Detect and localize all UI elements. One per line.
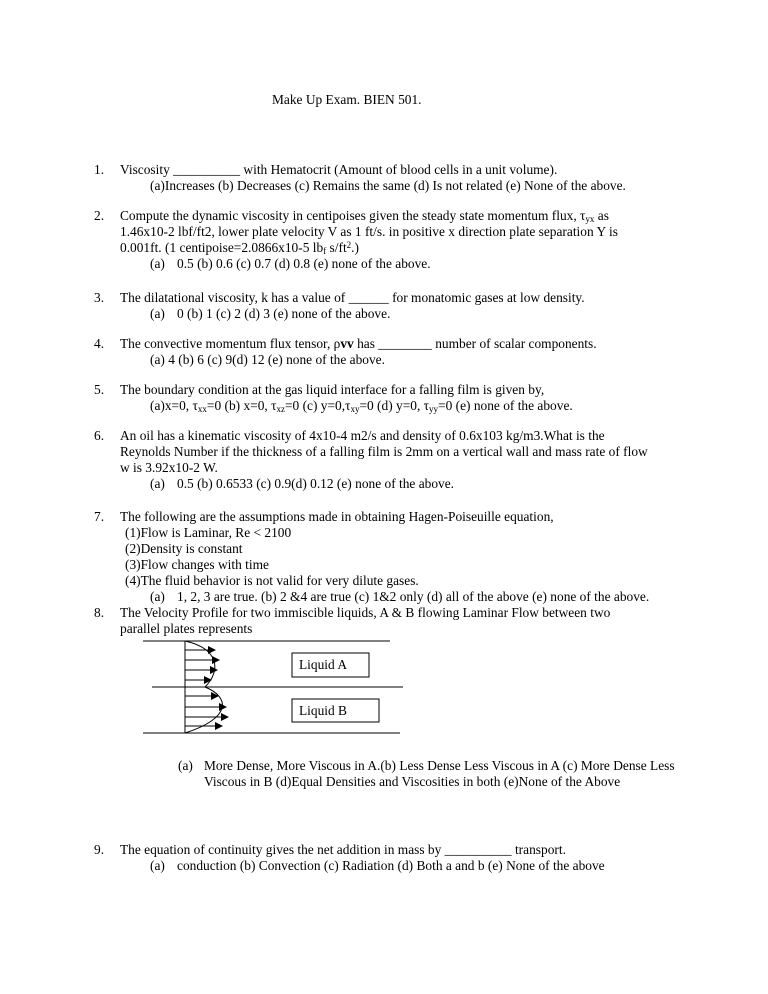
question-options: (a)x=0, $\tau_{xx}=0$ (b) x=0, $\tau_{xz}=0$ (c) $y=0,\tau_{xy}=0$ (d) y=0, $\tau_{yy}=0$ (e) none of the above.: [150, 398, 573, 414]
assumption-1: (1)Flow is Laminar, Re < 2100: [125, 525, 292, 540]
question-text-line-2: 1.46x10-2 lbf/ft2, lower plate velocity V as 1 ft/s. in positive x direction plate separation Y is: [120, 224, 618, 239]
liquid-a-label: Liquid A: [299, 657, 347, 672]
question-number: 9.: [94, 842, 105, 857]
question-text-line-2: parallel plates represents: [120, 621, 253, 636]
question-options: (a) 1, 2, 3 are true. (b) 2 &4 are true (c) 1&2 only (d) all of the above (e) none of the above.: [150, 589, 650, 604]
question-options: (a) 4 (b) 6 (c) 9(d) 12 (e) none of the above.: [150, 352, 385, 367]
question-text: The dilatational viscosity, k has a value of ______ for monatomic gases at low density.: [120, 290, 585, 305]
question-number: 3.: [94, 290, 105, 305]
question-number: 4.: [94, 336, 105, 351]
question-options: (a)Increases (b) Decreases (c) Remains the same (d) Is not related (e) None of the above.: [150, 178, 626, 193]
question-options: (a) 0.5 (b) 0.6 (c) 0.7 (d) 0.8 (e) none of the above.: [150, 256, 431, 271]
question-text-line-1: The Velocity Profile for two immiscible liquids, A & B flowing Laminar Flow between two: [120, 605, 611, 620]
question-text: The following are the assumptions made in obtaining Hagen-Poiseuille equation,: [120, 509, 554, 524]
question-options: (a) 0.5 (b) 0.6533 (c) 0.9(d) 0.12 (e) none of the above.: [150, 476, 455, 491]
question-options: (a) 0 (b) 1 (c) 2 (d) 3 (e) none of the above.: [150, 306, 391, 321]
question-number: 2.: [94, 208, 105, 223]
assumption-2: (2)Density is constant: [125, 541, 243, 556]
question-number: 1.: [94, 162, 105, 177]
plate-lines: [143, 641, 403, 733]
question-text-line-1: An oil has a kinematic viscosity of 4x10-4 m2/s and density of 0.6x103 kg/m3.What is the: [120, 428, 605, 443]
question-number: 7.: [94, 509, 105, 524]
question-text: The convective momentum flux tensor, ρvv has ________ number of scalar components.: [120, 336, 597, 351]
question-text-line-3: w is 3.92x10-2 W.: [120, 460, 218, 475]
question-text: The equation of continuity gives the net addition in mass by __________ transport.: [120, 842, 566, 857]
assumption-4: (4)The fluid behavior is not valid for very dilute gases.: [125, 573, 419, 588]
question-number: 6.: [94, 428, 105, 443]
question-options: (a) conduction (b) Convection (c) Radiation (d) Both a and b (e) None of the above: [150, 858, 605, 873]
question-8-options: (a) More Dense, More Viscous in A.(b) Less Dense Less Viscous in A (c) More Dense Less Viscous in B (d)Equal Densities and Viscosities in both (e)None of the Above: [178, 758, 675, 789]
question-text-line-3: 0.001ft. (1 centipoise=2.0866x10-5 $lb_f$ $s/ft^2$.): [120, 240, 359, 256]
question-text: The boundary condition at the gas liquid interface for a falling film is given by,: [120, 382, 545, 397]
assumption-3: (3)Flow changes with time: [125, 557, 269, 572]
question-number: 5.: [94, 382, 105, 397]
question-text-line-2: Reynolds Number if the thickness of a falling film is 2mm on a vertical wall and mass rate of flow: [120, 444, 648, 459]
question-9: [94, 842, 660, 874]
liquid-b-label: Liquid B: [299, 703, 347, 718]
question-text-line-1: Compute the dynamic viscosity in centipoises given the steady state momentum flux, $\tau_{yx}$ as: [120, 208, 609, 224]
question-text: Viscosity __________ with Hematocrit (Amount of blood cells in a unit volume).: [120, 162, 558, 177]
question-number: 8.: [94, 605, 105, 620]
exam-title: Make Up Exam. BIEN 501.: [272, 92, 422, 107]
